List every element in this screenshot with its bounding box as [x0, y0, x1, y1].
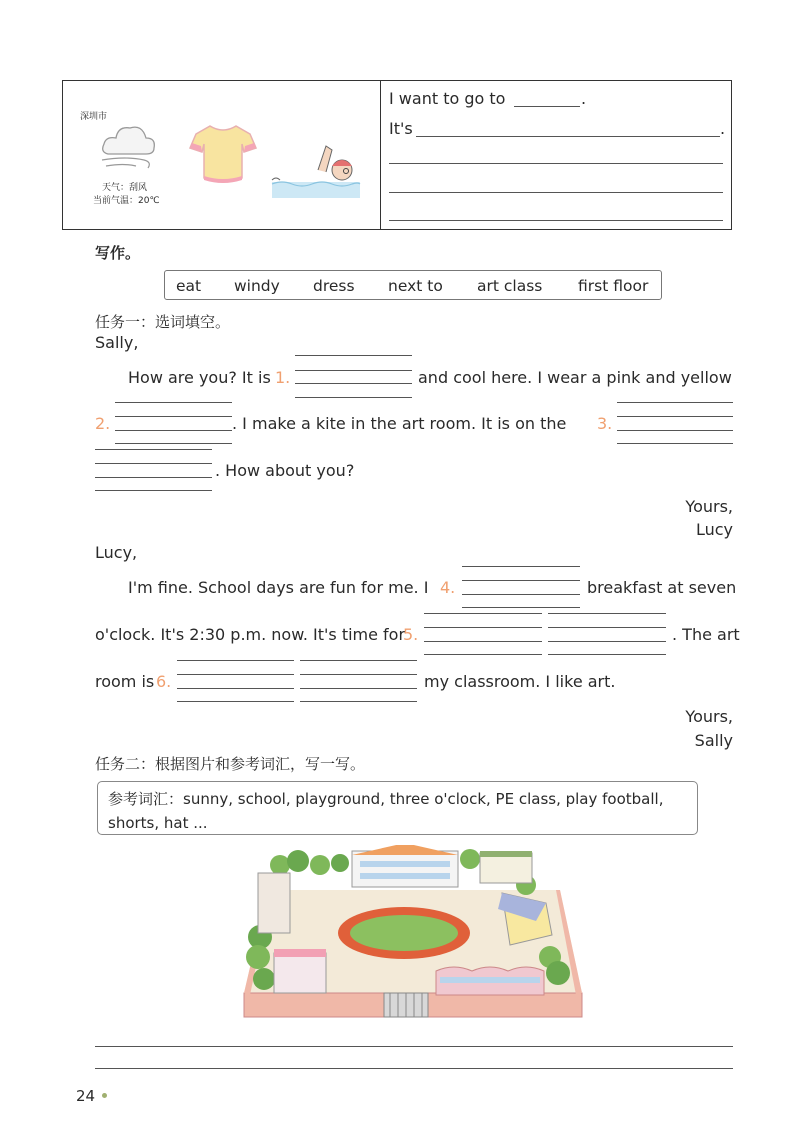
- blank-line: [300, 688, 417, 689]
- blank-line: [424, 641, 542, 642]
- temperature-label: 当前气温：20℃: [93, 196, 160, 206]
- blank-line: [115, 416, 232, 417]
- blank-line: [177, 660, 294, 661]
- blank-line: [424, 654, 542, 655]
- reference-words-line-1: 参考词汇：sunny, school, playground, three o'clock, PE class, play football,: [108, 790, 664, 808]
- writing-line: [95, 1046, 733, 1047]
- blank-line: [617, 443, 733, 444]
- blank-line: [295, 370, 412, 371]
- blank-number-2: 2.: [95, 414, 111, 433]
- writing-line: [389, 163, 723, 164]
- word-bank-item: next to: [388, 277, 443, 295]
- blank-line: [95, 490, 212, 491]
- letter2-sentence-3a: room is: [95, 672, 155, 691]
- city-label: 深圳市: [80, 112, 108, 122]
- letter2-closing: Yours,: [685, 707, 733, 726]
- section-title: 写作。: [95, 244, 141, 262]
- shirt-icon: [188, 122, 258, 186]
- word-bank-item: windy: [234, 277, 280, 295]
- letter2-sentence-3b: my classroom. I like art.: [424, 672, 616, 691]
- blank-line: [95, 449, 212, 450]
- word-bank-item: eat: [176, 277, 202, 295]
- writing-line: [389, 220, 723, 221]
- blank-number-6: 6.: [156, 672, 172, 691]
- writing-line: [389, 192, 723, 193]
- windy-cloud-icon: [96, 116, 160, 176]
- blank-line: [115, 402, 232, 403]
- letter2-sentence-2b: . The art: [672, 625, 740, 644]
- letter1-signature: Lucy: [695, 520, 733, 539]
- weather-label: 天气：刮风: [102, 183, 148, 193]
- task1-title: 任务一：选词填空。: [95, 313, 231, 331]
- blank-number-1: 1.: [275, 368, 291, 387]
- blank-line: [514, 106, 580, 107]
- letter1-sentence-1b: and cool here. I wear a pink and yellow: [418, 368, 732, 387]
- blank-line: [462, 594, 580, 595]
- prompt-line-1: I want to go to: [389, 89, 506, 108]
- blank-line: [300, 660, 417, 661]
- task2-title: 任务二：根据图片和参考词汇，写一写。: [95, 755, 366, 773]
- word-bank-item: first floor: [578, 277, 649, 295]
- blank-line: [177, 674, 294, 675]
- blank-line: [177, 701, 294, 702]
- letter2-sentence-1b: breakfast at seven: [587, 578, 737, 597]
- blank-line: [295, 383, 412, 384]
- blank-line: [548, 627, 666, 628]
- blank-line: [424, 627, 542, 628]
- blank-line: [617, 402, 733, 403]
- blank-line: [177, 688, 294, 689]
- blank-line: [617, 416, 733, 417]
- prompt-line-2: It's: [389, 119, 413, 138]
- blank-number-4: 4.: [440, 578, 456, 597]
- blank-line: [115, 443, 232, 444]
- reference-words-line-2: shorts, hat ...: [108, 814, 208, 832]
- blank-line: [95, 463, 212, 464]
- blank-line: [300, 701, 417, 702]
- blank-line: [617, 430, 733, 431]
- writing-line: [95, 1068, 733, 1069]
- letter1-sentence-2: . I make a kite in the art room. It is on the: [232, 414, 567, 433]
- blank-line: [462, 607, 580, 608]
- letter2-greeting: Lucy,: [95, 543, 138, 562]
- letter1-greeting: Sally,: [95, 333, 139, 352]
- blank-number-5: 5.: [403, 625, 419, 644]
- blank-line: [115, 430, 232, 431]
- page-dot: [102, 1093, 107, 1098]
- blank-line: [548, 613, 666, 614]
- blank-line: [416, 136, 720, 137]
- blank-line: [300, 674, 417, 675]
- prompt-line-1-period: .: [581, 89, 587, 108]
- page-number: 24: [76, 1087, 96, 1105]
- word-bank-item: art class: [477, 277, 543, 295]
- letter1-sentence-3: . How about you?: [215, 461, 355, 480]
- blank-line: [295, 397, 412, 398]
- blank-line: [548, 641, 666, 642]
- blank-line: [548, 654, 666, 655]
- blank-line: [295, 355, 412, 356]
- blank-line: [462, 580, 580, 581]
- word-bank-item: dress: [313, 277, 355, 295]
- swimmer-icon: [268, 140, 364, 206]
- blank-number-3: 3.: [597, 414, 613, 433]
- letter1-sentence-1a: How are you? It is: [128, 368, 271, 387]
- letter2-sentence-2a: o'clock. It's 2:30 p.m. now. It's time for: [95, 625, 406, 644]
- letter2-signature: Sally: [694, 731, 733, 750]
- blank-line: [424, 613, 542, 614]
- letter2-sentence-1a: I'm fine. School days are fun for me. I: [128, 578, 429, 597]
- box-divider: [380, 80, 381, 230]
- letter1-closing: Yours,: [685, 497, 733, 516]
- prompt-line-2-period: .: [720, 119, 726, 138]
- school-illustration: [240, 845, 584, 1020]
- blank-line: [462, 566, 580, 567]
- blank-line: [95, 477, 212, 478]
